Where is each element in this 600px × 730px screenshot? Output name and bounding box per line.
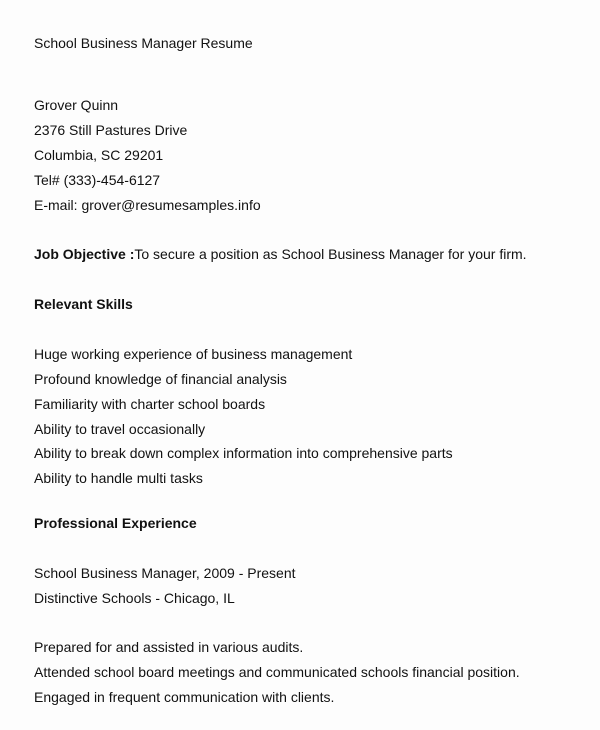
experience-employer: Distinctive Schools - Chicago, IL bbox=[34, 590, 235, 606]
contact-email: E-mail: grover@resumesamples.info bbox=[34, 197, 261, 213]
contact-name: Grover Quinn bbox=[34, 97, 119, 113]
skill-item: Ability to handle multi tasks bbox=[34, 470, 203, 486]
job-objective-text: To secure a position as School Business Manager for your firm. bbox=[134, 246, 527, 262]
contact-address: 2376 Still Pastures Drive bbox=[34, 122, 188, 138]
experience-heading: Professional Experience bbox=[34, 515, 197, 531]
job-objective bbox=[34, 245, 527, 263]
skills-heading: Relevant Skills bbox=[34, 296, 133, 312]
experience-position: School Business Manager, 2009 - Present bbox=[34, 565, 296, 581]
contact-phone: Tel# (333)-454-6127 bbox=[34, 172, 161, 188]
duty-item: Prepared for and assisted in various audits. bbox=[34, 639, 304, 655]
job-objective-label: Job Objective : bbox=[34, 246, 135, 262]
duty-item: Attended school board meetings and communicated schools financial position. bbox=[34, 664, 520, 680]
document-title: School Business Manager Resume bbox=[34, 35, 253, 51]
contact-city-state-zip: Columbia, SC 29201 bbox=[34, 147, 164, 163]
skill-item: Huge working experience of business management bbox=[34, 346, 353, 362]
skill-item: Familiarity with charter school boards bbox=[34, 396, 266, 412]
skill-item: Ability to travel occasionally bbox=[34, 421, 206, 437]
skill-item: Profound knowledge of financial analysis bbox=[34, 371, 287, 387]
duty-item: Engaged in frequent communication with clients. bbox=[34, 689, 335, 705]
skill-item: Ability to break down complex information into comprehensive parts bbox=[34, 445, 453, 461]
